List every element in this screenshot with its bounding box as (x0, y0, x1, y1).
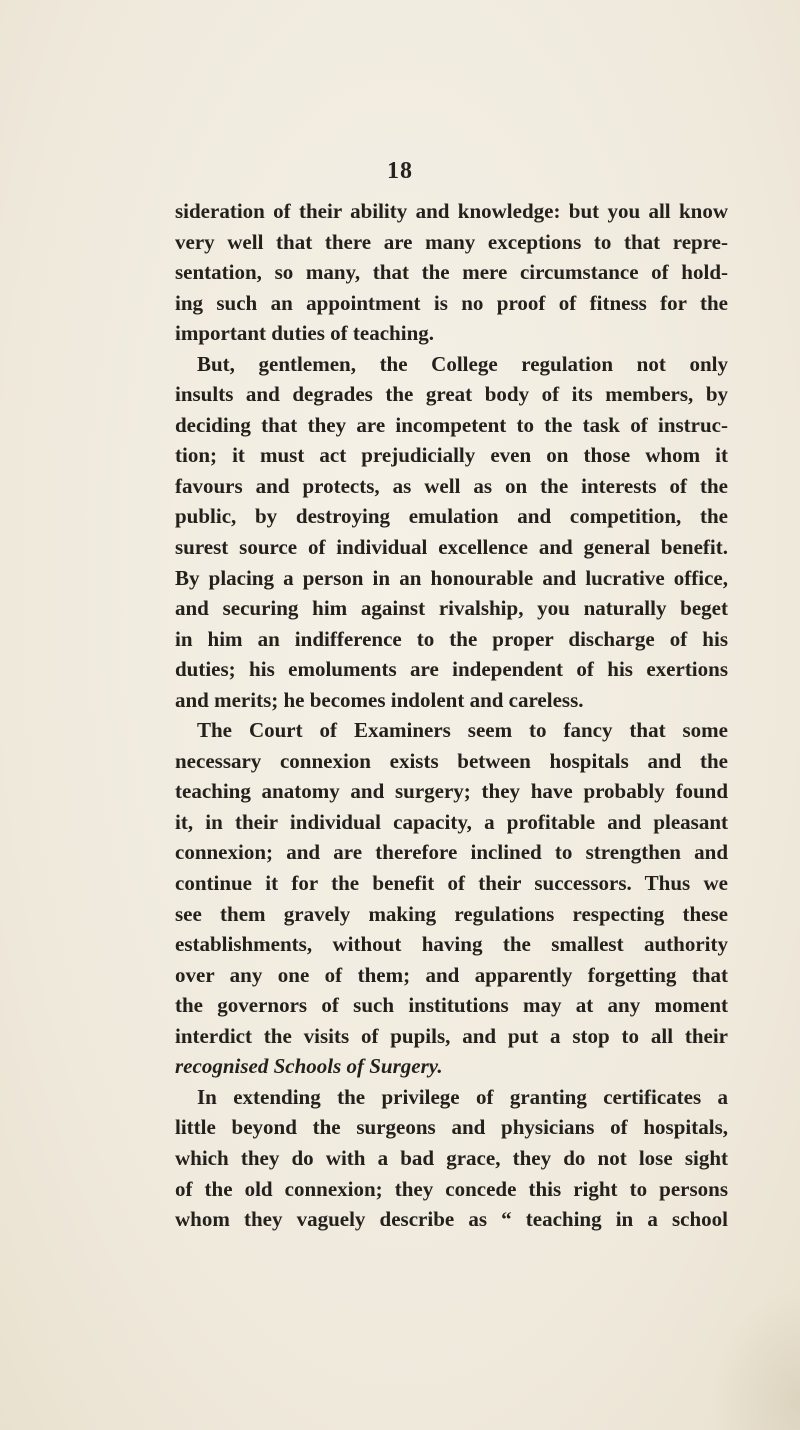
text-line: duties; his emoluments are independent of his exertions (175, 657, 728, 682)
body-text (175, 196, 728, 1235)
text-line: The Court of Examiners seem to fancy that some (197, 718, 728, 743)
text-line: whom they vaguely describe as “ teaching in a school (175, 1207, 728, 1232)
text-line: little beyond the surgeons and physicians of hospitals, (175, 1115, 728, 1140)
text-line: necessary connexion exists between hospitals and the (175, 748, 728, 773)
text-line: favours and protects, as well as on the interests of the (175, 473, 728, 498)
text-line: continue it for the benefit of their successors. Thus we (175, 871, 728, 896)
text-line: it, in their individual capacity, a profitable and pleasant (175, 809, 728, 834)
text-line: of the old connexion; they concede this right to persons (175, 1176, 728, 1201)
text-line: in him an indifference to the proper discharge of his (175, 626, 728, 651)
text-line: tion; it must act prejudicially even on those whom it (175, 443, 728, 468)
text-line: interdict the visits of pupils, and put a stop to all their (175, 1023, 728, 1048)
text-line: very well that there are many exceptions to that repre- (175, 229, 728, 254)
text-line: ing such an appointment is no proof of fitness for the (175, 290, 728, 315)
text-line: which they do with a bad grace, they do not lose sight (175, 1145, 728, 1170)
text-line: and securing him against rivalship, you naturally beget (175, 596, 728, 621)
text-line: By placing a person in an honourable and lucrative office, (175, 565, 728, 590)
text-line: public, by destroying emulation and competition, the (175, 504, 728, 529)
text-line: over any one of them; and apparently forgetting that (175, 962, 728, 987)
paper-stain (710, 1290, 800, 1430)
text-line: establishments, without having the smallest authority (175, 932, 728, 957)
text-line: sentation, so many, that the mere circumstance of hold- (175, 260, 728, 285)
text-line: and merits; he becomes indolent and careless. (175, 687, 584, 712)
text-line: see them gravely making regulations respecting these (175, 901, 728, 926)
text-line: important duties of teaching. (175, 321, 434, 346)
text-line: teaching anatomy and surgery; they have probably found (175, 779, 728, 804)
text-line: deciding that they are incompetent to the task of instruc- (175, 412, 728, 437)
text-line: insults and degrades the great body of its members, by (175, 382, 728, 407)
text-line: But, gentlemen, the College regulation not only (197, 351, 728, 376)
text-line: surest source of individual excellence and general benefit. (175, 535, 728, 560)
text-line: In extending the privilege of granting certificates a (197, 1084, 728, 1109)
text-line: the governors of such institutions may at any moment (175, 993, 728, 1018)
text-line: recognised Schools of Surgery. (175, 1054, 443, 1079)
text-line: connexion; and are therefore inclined to strengthen and (175, 840, 728, 865)
page-number: 18 (387, 158, 413, 184)
text-line: sideration of their ability and knowledge: but you all know (175, 199, 728, 223)
